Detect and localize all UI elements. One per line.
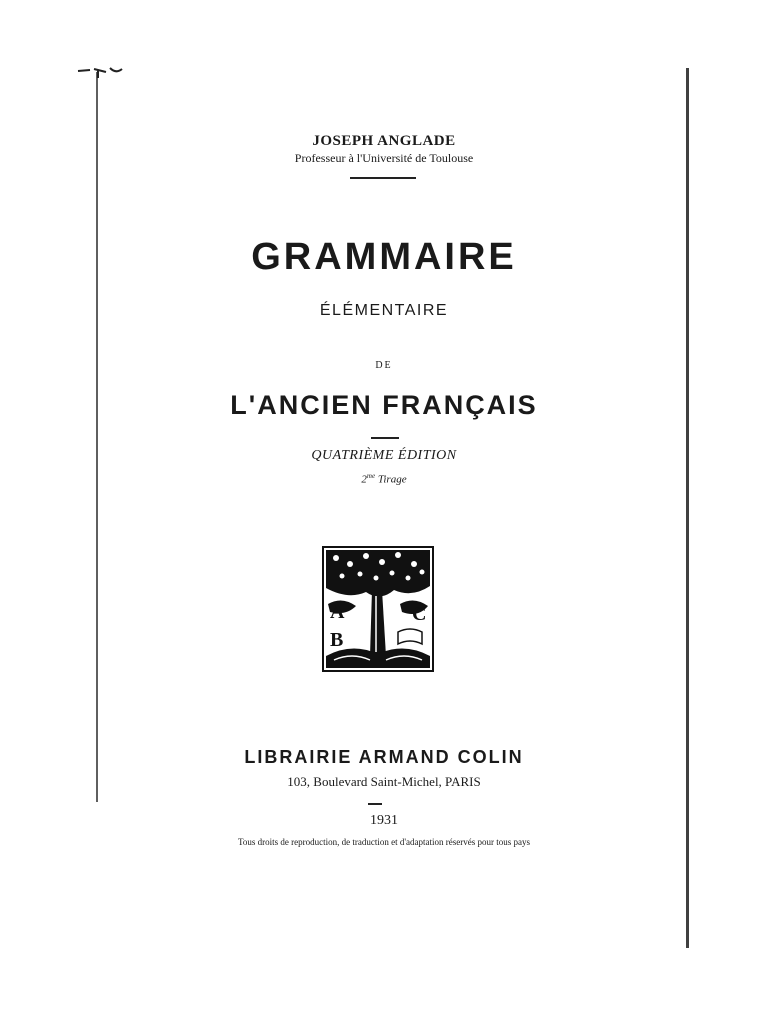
scan-mark-icon	[76, 64, 126, 78]
edition-label: QUATRIÈME ÉDITION	[311, 448, 457, 463]
publisher-name: LIBRAIRIE ARMAND COLIN	[244, 747, 524, 767]
book-title-second-line: L'ANCIEN FRANÇAIS	[230, 390, 538, 420]
printing-label	[0, 472, 768, 486]
divider-rule	[350, 177, 416, 179]
book-subtitle: ÉLÉMENTAIRE	[319, 302, 449, 319]
publication-year: 1931	[370, 813, 398, 828]
author-role: Professeur à l'Université de Toulouse	[294, 151, 474, 165]
printing-word: Tirage	[377, 473, 407, 486]
divider-rule	[371, 437, 399, 439]
printing-number: 2	[361, 473, 367, 486]
author-name: JOSEPH ANGLADE	[312, 133, 456, 149]
publisher-address: 103, Boulevard Saint-Michel, PARIS	[287, 774, 481, 789]
emblem-letter-c: C	[412, 603, 427, 625]
title-connector: DE	[375, 360, 393, 371]
rights-notice: Tous droits de reproduction, de traduction et d'adaptation réservés pour tous pays	[238, 837, 530, 847]
scan-border-left	[96, 72, 98, 802]
emblem-letter-b: B	[330, 629, 344, 651]
emblem-letter-a: A	[330, 601, 345, 623]
divider-rule	[368, 803, 382, 805]
book-title: GRAMMAIRE	[251, 236, 517, 278]
printing-superscript: me	[366, 472, 376, 480]
publisher-emblem-icon	[322, 546, 434, 672]
